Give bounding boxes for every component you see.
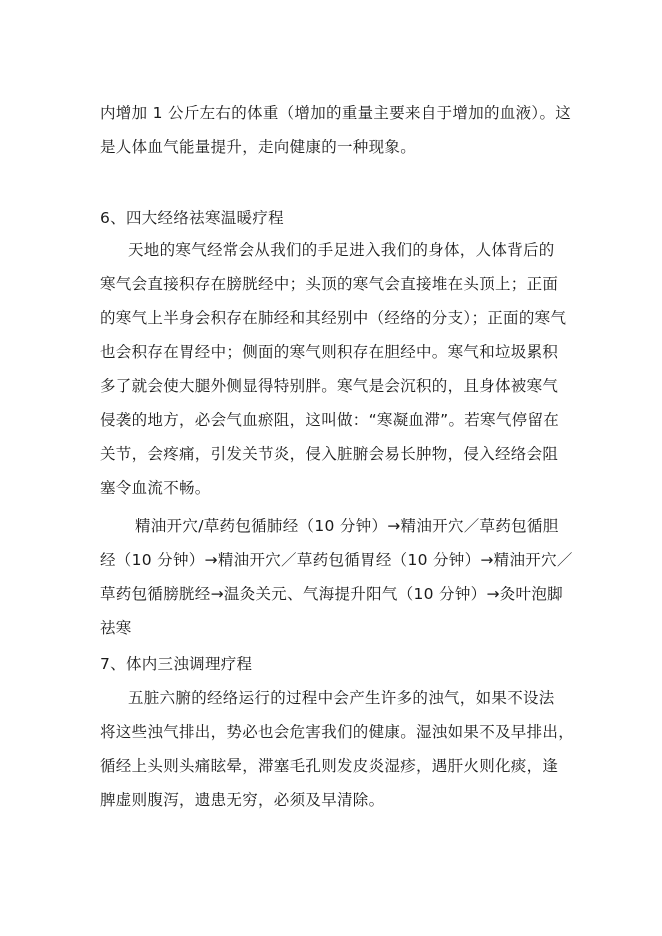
section-7-para1-line-1: 五脏六腑的经络运行的过程中会产生许多的浊气，如果不设法 [128,689,555,707]
section-7-para1-line-3: 循经上头则头痛眩晕，滞塞毛孔则发皮炎湿疹，遇肝火则化痰，逢 [100,757,559,775]
section-6-para1-line-3: 的寒气上半身会积存在肺经和其经别中（经络的分支）；正面的寒气 [100,309,567,327]
intro-line-2: 是人体血气能量提升，走向健康的一种现象。 [100,138,417,156]
section-6-para1-line-1: 天地的寒气经常会从我们的手足进入我们的身体，人体背后的 [128,241,555,259]
section-6-para1-line-5: 多了就会使大腿外侧显得特别胖。寒气是会沉积的，且身体被寒气 [100,377,559,395]
section-6-para1-line-4: 也会积存在胃经中；侧面的寒气则积存在胆经中。寒气和垃圾累积 [100,343,559,361]
intro-line-1: 内增加 1 公斤左右的体重（增加的重量主要来自于增加的血液）。这 [100,104,572,122]
section-6-para2-line-3: 草药包循膀胱经→温灸关元、气海提升阳气（10 分钟）→灸叶泡脚 [100,585,563,603]
section-6-para2-line-1: 精油开穴/草药包循肺经（10 分钟）→精油开穴／草药包循胆 [135,517,559,535]
section-7-para1-line-2: 将这些浊气排出，势必也会危害我们的健康。湿浊如果不及早排出， [100,723,575,741]
section-6-para1-line-6: 侵袭的地方，必会气血瘀阻，这叫做：“寒凝血滞”。若寒气停留在 [100,411,560,429]
section-6-para2-line-2: 经（10 分钟）→精油开穴／草药包循胃经（10 分钟）→精油开穴／ [100,551,573,569]
section-7-heading: 7、体内三浊调理疗程 [100,655,253,673]
section-6-para2-line-4: 祛寒 [100,619,132,637]
section-7-para1-line-4: 脾虚则腹泻，遗患无穷，必须及早清除。 [100,791,385,809]
section-6-heading: 6、四大经络祛寒温暖疗程 [100,209,284,227]
section-6-para1-line-7: 关节，会疼痛，引发关节炎，侵入脏腑会易长肿物，侵入经络会阻 [100,445,559,463]
section-6-para1-line-8: 塞令血流不畅。 [100,479,211,497]
section-6-para1-line-2: 寒气会直接积存在膀胱经中；头顶的寒气会直接堆在头顶上；正面 [100,275,559,293]
